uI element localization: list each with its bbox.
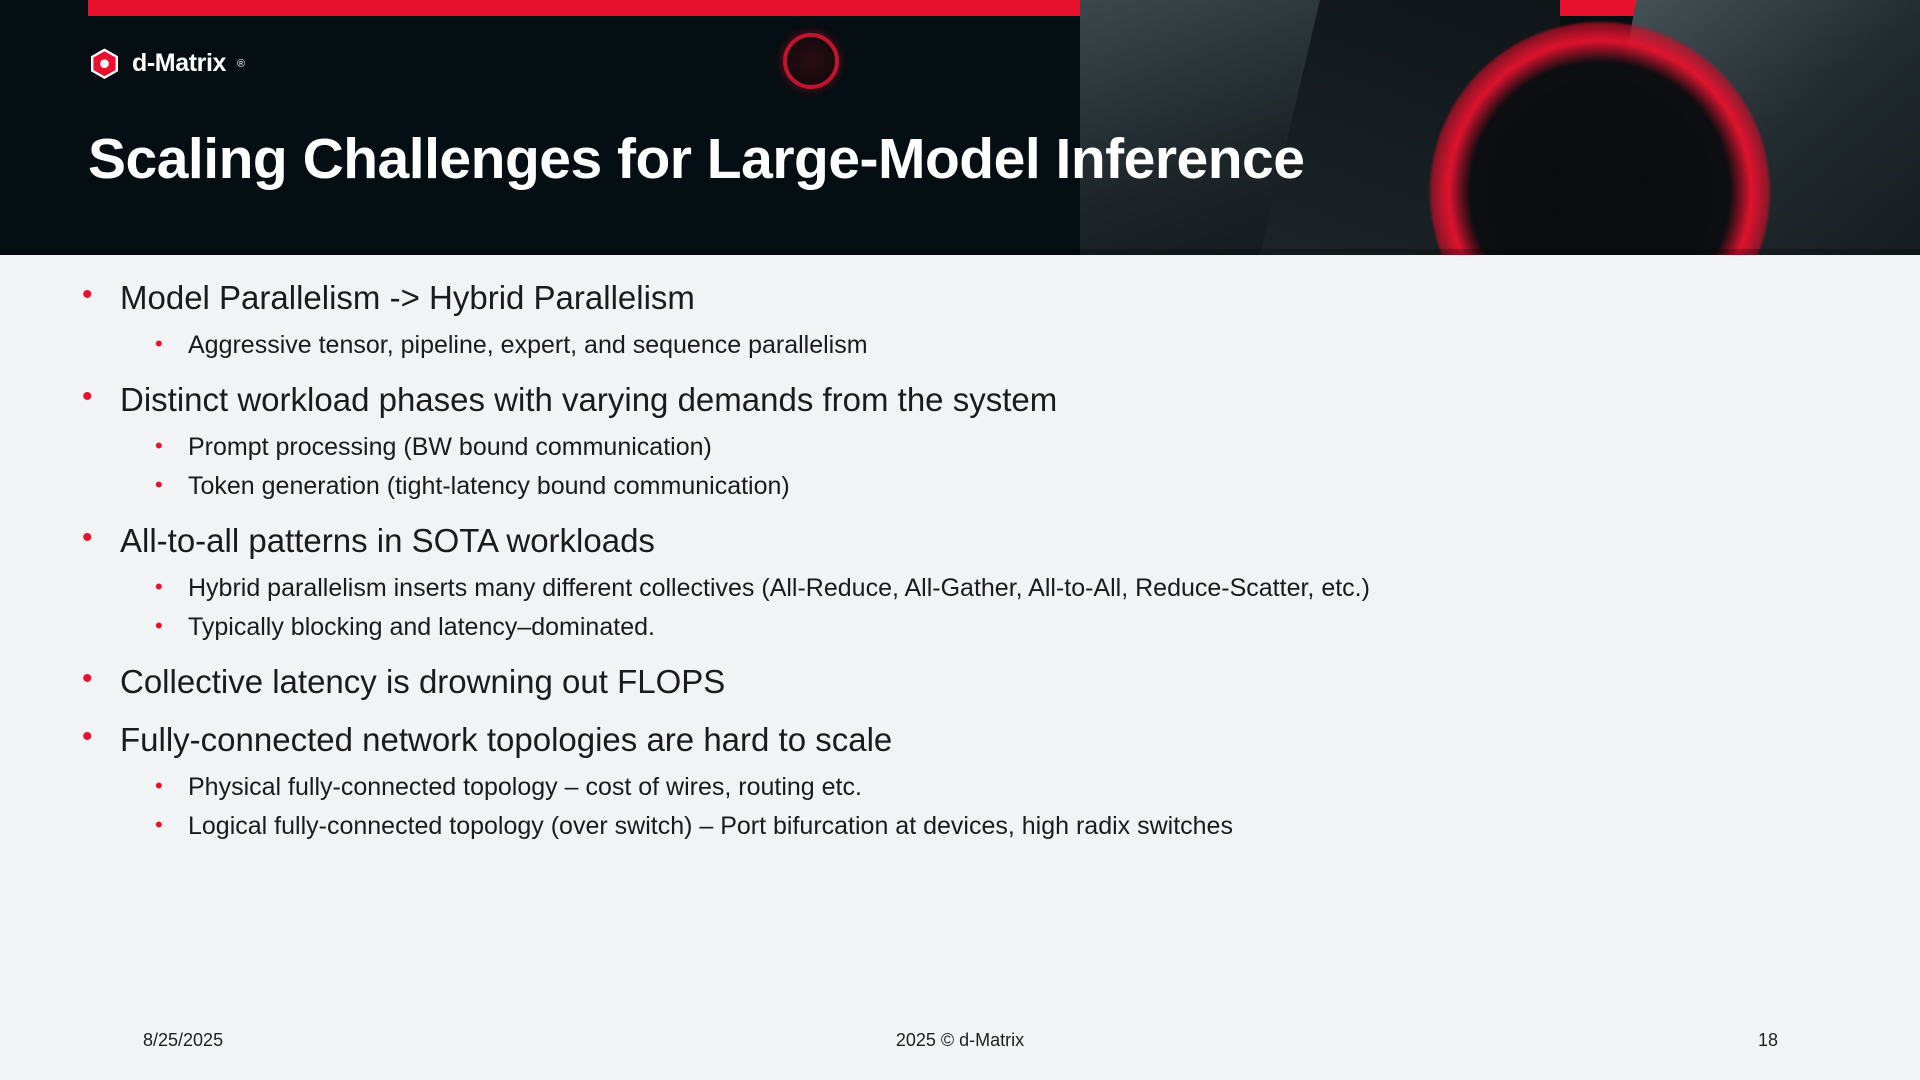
bullet-level2 xyxy=(78,429,1868,465)
bullet-level1-text: Model Parallelism -> Hybrid Parallelism xyxy=(120,279,695,316)
bullet-level2 xyxy=(78,468,1868,504)
bullet-level1 xyxy=(78,275,1868,321)
bullet-dot-icon: • xyxy=(82,380,93,413)
bullet-level2-text: Typically blocking and latency–dominated. xyxy=(188,613,655,641)
bullet-dot-icon: • xyxy=(155,613,163,638)
bullet-level2-text: Token generation (tight-latency bound communication) xyxy=(188,472,790,500)
bullet-dot-icon: • xyxy=(82,521,93,554)
slide-header xyxy=(0,0,1920,255)
bullet-group xyxy=(78,518,1868,645)
brand-logo-registered: ® xyxy=(237,57,246,70)
bullet-level2-text: Hybrid parallelism inserts many different collectives (All-Reduce, All-Gather, All-to-All, Reduce-Scatter, etc.) xyxy=(188,574,1370,602)
brand-logo xyxy=(88,47,245,80)
bullet-level1-text: All-to-all patterns in SOTA workloads xyxy=(120,522,655,559)
footer-page-number: 18 xyxy=(1757,1030,1778,1050)
page-title: Scaling Challenges for Large-Model Inference xyxy=(88,127,1305,191)
bullet-group xyxy=(78,377,1868,504)
bullet-dot-icon: • xyxy=(155,773,163,798)
bullet-level2 xyxy=(78,769,1868,805)
bullet-group xyxy=(78,717,1868,844)
bullet-level2 xyxy=(78,570,1868,606)
bullet-level1 xyxy=(78,377,1868,423)
bullet-group xyxy=(78,275,1868,363)
footer-copyright: 2025 © d-Matrix xyxy=(895,1030,1025,1050)
bullet-level2-text: Prompt processing (BW bound communication) xyxy=(188,433,712,461)
bullet-dot-icon: • xyxy=(82,278,93,311)
bullet-level2 xyxy=(78,327,1868,363)
bullet-level2-text: Aggressive tensor, pipeline, expert, and sequence parallelism xyxy=(188,331,868,359)
bullet-dot-icon: • xyxy=(155,574,163,599)
bullet-level2-text: Logical fully-connected topology (over switch) – Port bifurcation at devices, high radix switches xyxy=(188,812,1233,840)
bullet-dot-icon: • xyxy=(82,720,93,753)
bullet-dot-icon: • xyxy=(155,331,163,356)
bullet-level1 xyxy=(78,518,1868,564)
slide-body xyxy=(0,255,1920,1080)
bullet-dot-icon: • xyxy=(155,812,163,837)
hexagon-logo-icon xyxy=(88,47,121,80)
bullet-level1-text: Distinct workload phases with varying demands from the system xyxy=(120,381,1058,418)
bullet-group xyxy=(78,659,1868,705)
bullet-dot-icon: • xyxy=(155,433,163,458)
bullet-level2 xyxy=(78,609,1868,645)
bullet-dot-icon: • xyxy=(155,472,163,497)
footer-date: 8/25/2025 xyxy=(143,1030,224,1050)
brand-logo-text: d-Matrix xyxy=(132,49,227,77)
bullet-level2-text: Physical fully-connected topology – cost of wires, routing etc. xyxy=(188,773,862,801)
small-ring-icon xyxy=(783,33,839,89)
bullet-level1 xyxy=(78,717,1868,763)
bullet-list xyxy=(78,275,1868,858)
bullet-level1-text: Fully-connected network topologies are hard to scale xyxy=(120,721,893,758)
bullet-dot-icon: • xyxy=(82,662,93,695)
bullet-level1-text: Collective latency is drowning out FLOPS xyxy=(120,663,726,700)
bullet-level2 xyxy=(78,808,1868,844)
bullet-level1 xyxy=(78,659,1868,705)
slide-footer xyxy=(0,1010,1920,1080)
